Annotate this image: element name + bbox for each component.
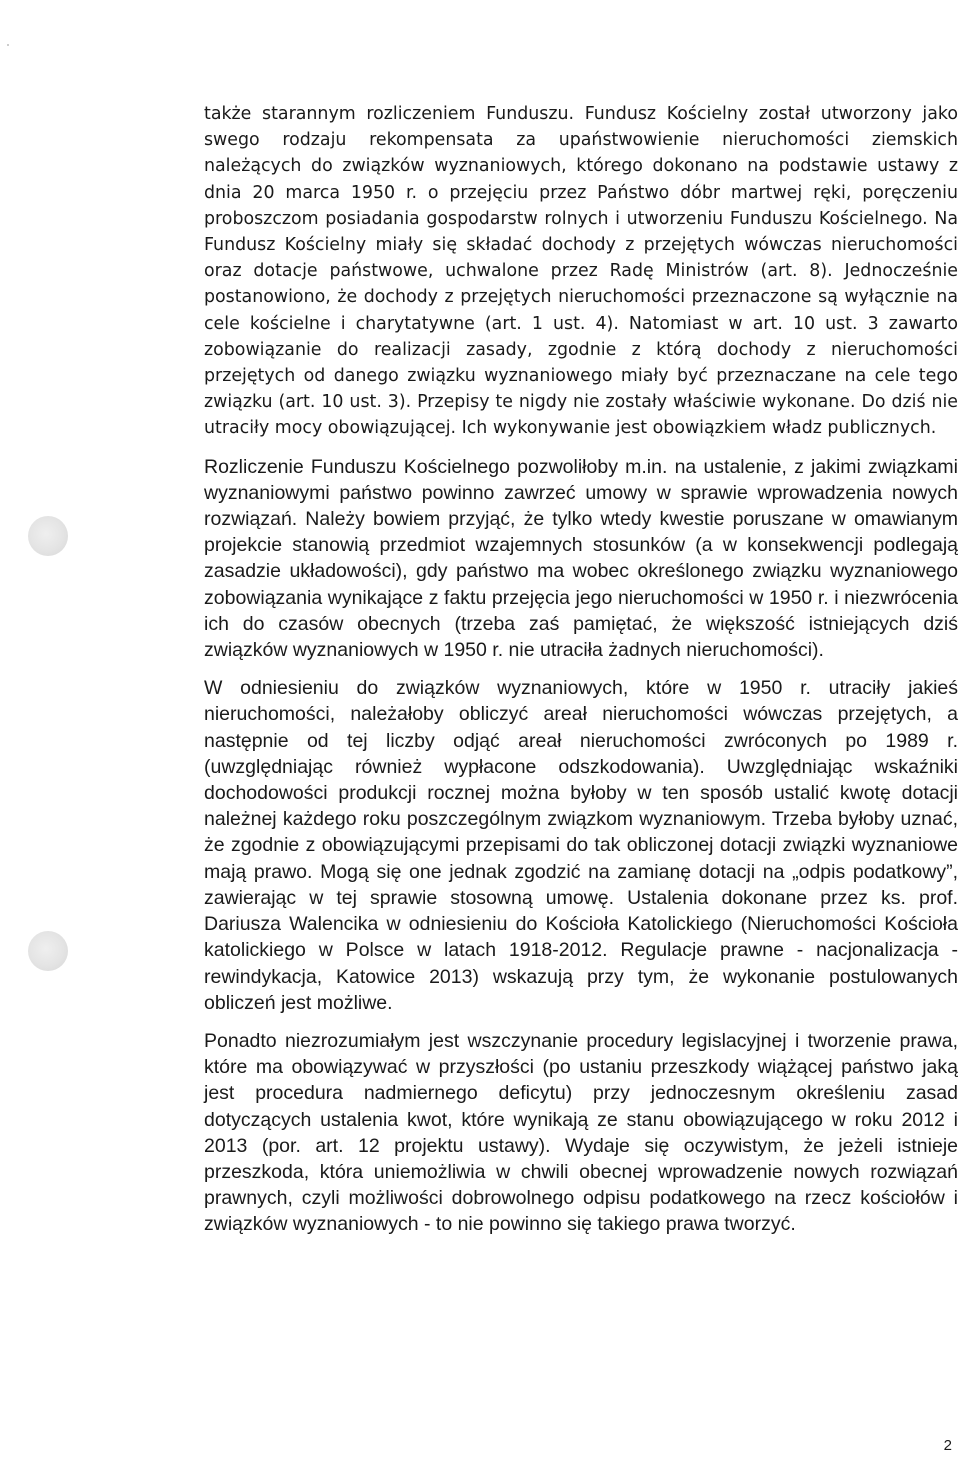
- paragraph-procedura-legislacyjna: Ponadto niezrozumiałym jest wszczynanie procedury legislacyjnej i tworzenie prawa, które ma obowiązywać w przyszłości (po ustaniu przeszkody wiążącej państwo jaką jest procedura nadmiernego deficytu) przy jednoczesnym określeniu zasad dotyczących ustalenia kwot, które wynikają ze stanu obowiązującego w roku 2012 i 2013 (por. art. 12 projektu ustawy). Wydaje się oczywistym, że jeżeli istnieje przeszkoda, która uniemożliwia w chwili obecnej wprowadzenie nowych rozwiązań prawnych, czyli możliwości dobrowolnego odpisu podatkowego na rzecz kościołów i związków wyznaniowych - to nie powinno się takiego prawa tworzyć.: [204, 1029, 958, 1236]
- punch-hole-top: [28, 516, 68, 556]
- page-number: 2: [943, 1437, 952, 1454]
- punch-hole-bottom: [28, 931, 68, 971]
- document-body: [204, 101, 958, 1238]
- paragraph-rozliczenie-funduszu: Rozliczenie Funduszu Kościelnego pozwoliłoby m.in. na ustalenie, z jakimi związkami wyznaniowymi państwo powinno zawrzeć umowy w sprawie wprowadzenia nowych rozwiązań. Należy bowiem przyjąć, że tylko wtedy kwestie poruszane w omawianym projekcie stanowią przedmiot wzajemnych stosunków (a w konsekwencji podlegają zasadzie układowości), gdy państwo ma wobec określonego związku wyznaniowego zobowiązania wynikające z faktu przejęcia jego nieruchomości w 1950 r. i niezwrócenia ich do czasów obecnych (trzeba zaś pamiętać, że większość istniejących dziś związków wyznaniowych w 1950 r. nie utraciła żadnych nieruchomości).: [204, 455, 958, 662]
- paragraph-fundusz-koscielny: także starannym rozliczeniem Funduszu. Fundusz Kościelny został utworzony jako swego rodzaju rekompensata za upaństwowienie nieruchomości ziemskich należących do związków wyznaniowych, którego dokonano na podstawie ustawy z dnia 20 marca 1950 r. o przejęciu przez Państwo dóbr martwej ręki, poręczeniu proboszczom posiadania gospodarstw rolnych i utworzeniu Funduszu Kościelnego. Na Fundusz Kościelny miały się składać dochody z przejętych wówczas nieruchomości oraz dotacje państwowe, uchwalone przez Radę Ministrów (art. 8). Jednocześnie postanowiono, że dochody z przejętych nieruchomości przeznaczone są wyłącznie na cele kościelne i charytatywne (art. 1 ust. 4). Natomiast w art. 10 ust. 3 zawarto zobowiązanie do realizacji zasady, zgodnie z którą dochody z nieruchomości przejętych od danego związku wyznaniowego miały być przeznaczane na cele tego związku (art. 10 ust. 3). Przepisy te nigdy nie zostały właściwie wykonane. Do dziś nie utraciły mocy obowiązującej. Ich wykonywanie jest obowiązkiem władz publicznych.: [204, 104, 958, 439]
- paragraph-zwiazki-wyznaniowe: W odniesieniu do związków wyznaniowych, które w 1950 r. utraciły jakieś nieruchomości, należałoby obliczyć areał nieruchomości wówczas przejętych, a następnie od tej liczby odjąć areał nieruchomości zwróconych po 1989 r. (uwzględniając również wypłacone odszkodowania). Uwzględniając wskaźniki dochodowości produkcji rocznej można byłoby w ten sposób ustalić kwotę dotacji należnej każdego roku poszczególnym związkom wyznaniowym. Trzeba byłoby uznać, że zgodnie z obowiązującymi przepisami do tak obliczonej dotacji związki wyznaniowe mają prawo. Mogą się one jednak zgodzić na zamianę dotacji na „odpis podatkowy”, zawierając w tej sprawie stosowną umowę. Ustalenia dokonane przez ks. prof. Dariusza Walencika w odniesieniu do Kościoła Katolickiego (Nieruchomości Kościoła katolickiego w Polsce w latach 1918-2012. Regulacje prawne - nacjonalizacja - rewindykacja, Katowice 2013) wskazują przy tym, że wykonanie postulowanych obliczeń jest możliwe.: [204, 677, 958, 1014]
- scan-speck: [7, 44, 9, 46]
